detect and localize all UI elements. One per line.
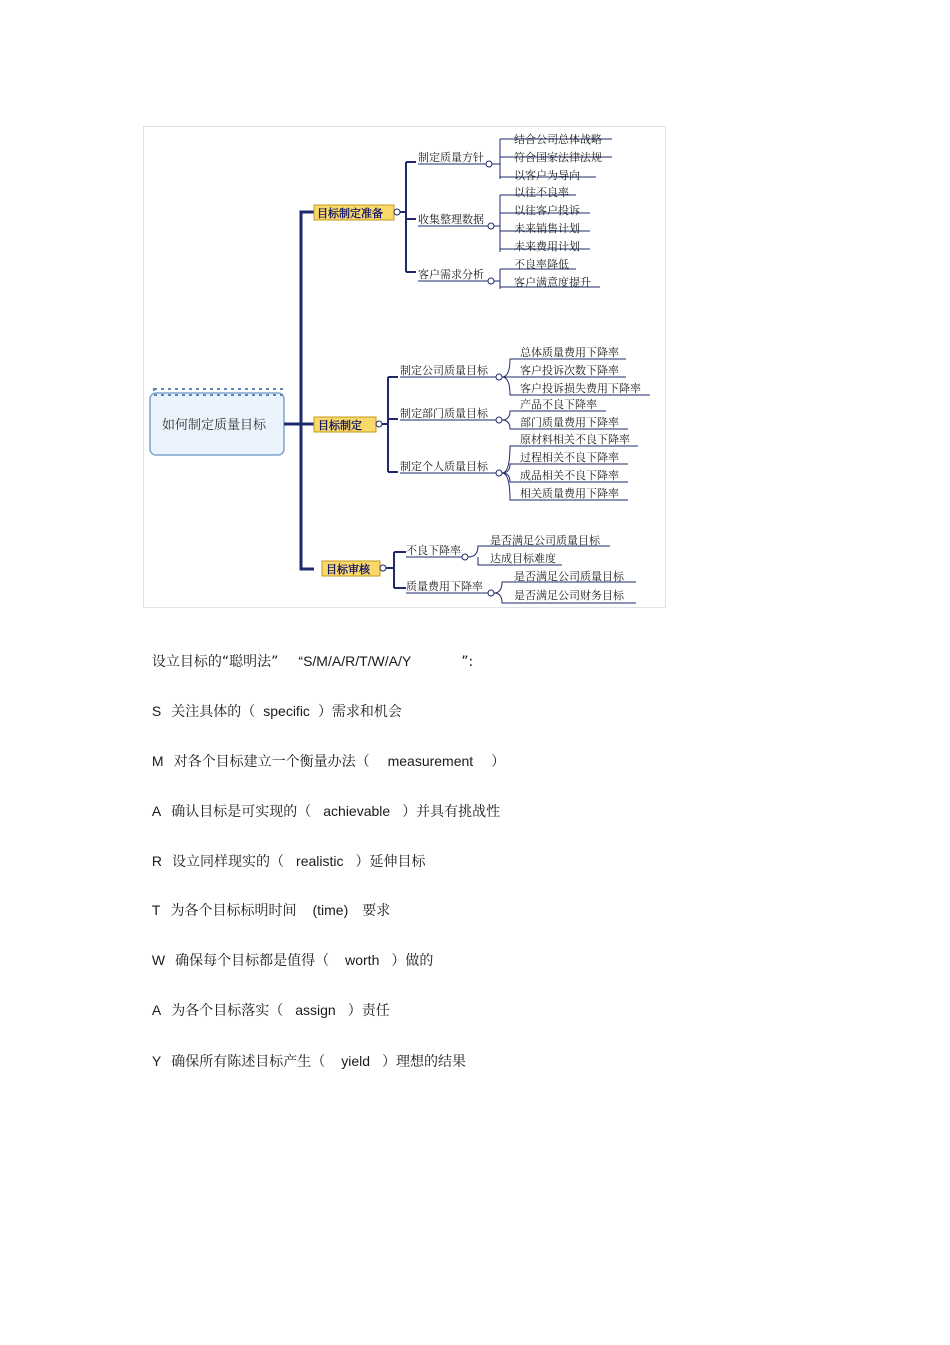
smart-letter: A bbox=[151, 803, 162, 819]
smart-letter: M bbox=[151, 753, 164, 769]
leaf-3-1-1: 是否满足公司质量目标 bbox=[490, 534, 600, 547]
smart-intro-term: “S/M/A/R/T/W/A/Y bbox=[298, 653, 412, 669]
branch-1-label: 目标制定准备 bbox=[317, 207, 383, 220]
smart-letter: R bbox=[151, 853, 163, 869]
leaf-1-2-1: 以往不良率 bbox=[514, 186, 569, 199]
smart-letter: W bbox=[151, 952, 166, 968]
branch-2-child-3: 制定个人质量目标 bbox=[400, 460, 488, 473]
branch-3-child-1: 不良下降率 bbox=[406, 544, 461, 557]
smart-after: 要求 bbox=[362, 903, 391, 919]
smart-word: yield bbox=[341, 1053, 371, 1069]
smart-after: ）责任 bbox=[347, 1003, 390, 1019]
smart-after: ）做的 bbox=[391, 953, 434, 969]
smart-word: (time) bbox=[312, 902, 349, 918]
leaf-1-1-2: 符合国家法律法规 bbox=[514, 151, 602, 164]
smart-letter: Y bbox=[151, 1053, 162, 1069]
smart-before: 确保所有陈述目标产生（ bbox=[171, 1054, 326, 1070]
leaf-2-2-2: 部门质量费用下降率 bbox=[520, 416, 619, 429]
smart-word: realistic bbox=[296, 853, 344, 869]
leaf-3-1-2: 达成目标难度 bbox=[490, 552, 556, 565]
smart-letter: A bbox=[151, 1002, 162, 1018]
smart-after: ）理想的结果 bbox=[382, 1054, 467, 1070]
smart-before: 确保每个目标都是值得（ bbox=[175, 953, 330, 969]
smart-after: ）延伸目标 bbox=[355, 854, 426, 870]
mindmap-figure bbox=[143, 126, 666, 608]
leaf-2-3-2: 过程相关不良下降率 bbox=[520, 451, 619, 464]
smart-intro-prefix: 设立目标的“聪明法” bbox=[151, 654, 279, 670]
leaf-3-2-2: 是否满足公司财务目标 bbox=[514, 589, 624, 602]
leaf-1-2-2: 以往客户投诉 bbox=[514, 204, 580, 217]
mindmap-branch-3 bbox=[322, 533, 636, 603]
smart-item-r bbox=[143, 834, 426, 871]
leaf-1-1-1: 结合公司总体战略 bbox=[514, 133, 602, 146]
branch-1-child-3: 客户需求分析 bbox=[418, 268, 484, 281]
branch-2-child-2: 制定部门质量目标 bbox=[400, 407, 488, 420]
leaf-2-1-3: 客户投诉损失费用下降率 bbox=[520, 382, 641, 395]
smart-letter: S bbox=[151, 703, 162, 719]
smart-item-a1 bbox=[143, 784, 500, 821]
smart-item-w bbox=[143, 933, 433, 970]
smart-word: specific bbox=[263, 703, 310, 719]
branch-3-label: 目标审核 bbox=[326, 563, 370, 576]
leaf-1-2-3: 未来销售计划 bbox=[514, 222, 580, 235]
smart-word: achievable bbox=[323, 803, 391, 819]
smart-item-s bbox=[143, 684, 402, 721]
mindmap-root-label: 如何制定质量目标 bbox=[162, 418, 267, 433]
branch-3-child-2: 质量费用下降率 bbox=[406, 580, 483, 593]
mindmap-root-node bbox=[150, 389, 284, 455]
smart-after: ） bbox=[491, 754, 506, 770]
leaf-1-1-3: 以客户为导向 bbox=[514, 169, 580, 182]
smart-word: worth bbox=[345, 952, 380, 968]
smart-before: 确认目标是可实现的（ bbox=[171, 804, 312, 820]
mindmap-branch-1 bbox=[314, 132, 612, 289]
mindmap-svg bbox=[144, 127, 665, 607]
smart-before: 关注具体的（ bbox=[171, 704, 256, 720]
leaf-2-1-2: 客户投诉次数下降率 bbox=[520, 364, 619, 377]
smart-item-m bbox=[143, 734, 505, 771]
leaf-2-2-1: 产品不良下降率 bbox=[520, 398, 597, 411]
smart-before: 设立同样现实的（ bbox=[172, 854, 285, 870]
smart-item-y bbox=[143, 1034, 466, 1071]
leaf-2-3-4: 相关质量费用下降率 bbox=[520, 487, 619, 500]
smart-item-a2 bbox=[143, 983, 390, 1020]
leaf-1-3-1: 不良率降低 bbox=[514, 258, 569, 271]
smart-intro bbox=[143, 634, 473, 671]
smart-after: ）需求和机会 bbox=[317, 704, 402, 720]
leaf-2-1-1: 总体质量费用下降率 bbox=[520, 346, 619, 359]
branch-2-child-1: 制定公司质量目标 bbox=[400, 364, 488, 377]
leaf-3-2-1: 是否满足公司质量目标 bbox=[514, 570, 624, 583]
smart-before: 对各个目标建立一个衡量办法（ bbox=[173, 754, 370, 770]
smart-after: ）并具有挑战性 bbox=[402, 804, 501, 820]
mindmap-branch-2 bbox=[314, 345, 650, 500]
leaf-1-3-2: 客户满意度提升 bbox=[514, 276, 591, 289]
smart-before: 为各个目标落实（ bbox=[171, 1003, 284, 1019]
smart-intro-suffix: ”: bbox=[461, 654, 474, 670]
leaf-2-3-1: 原材料相关不良下降率 bbox=[520, 433, 630, 446]
smart-word: assign bbox=[295, 1002, 336, 1018]
smart-word: measurement bbox=[387, 753, 474, 769]
smart-item-t bbox=[143, 883, 390, 920]
leaf-2-3-3: 成品相关不良下降率 bbox=[520, 469, 619, 482]
branch-2-label: 目标制定 bbox=[318, 419, 362, 432]
branch-1-child-1: 制定质量方针 bbox=[418, 151, 484, 164]
branch-1-child-2: 收集整理数据 bbox=[418, 213, 484, 226]
leaf-1-2-4: 未来费用计划 bbox=[514, 240, 580, 253]
smart-letter: T bbox=[151, 902, 161, 918]
smart-before: 为各个目标标明时间 bbox=[170, 903, 297, 919]
